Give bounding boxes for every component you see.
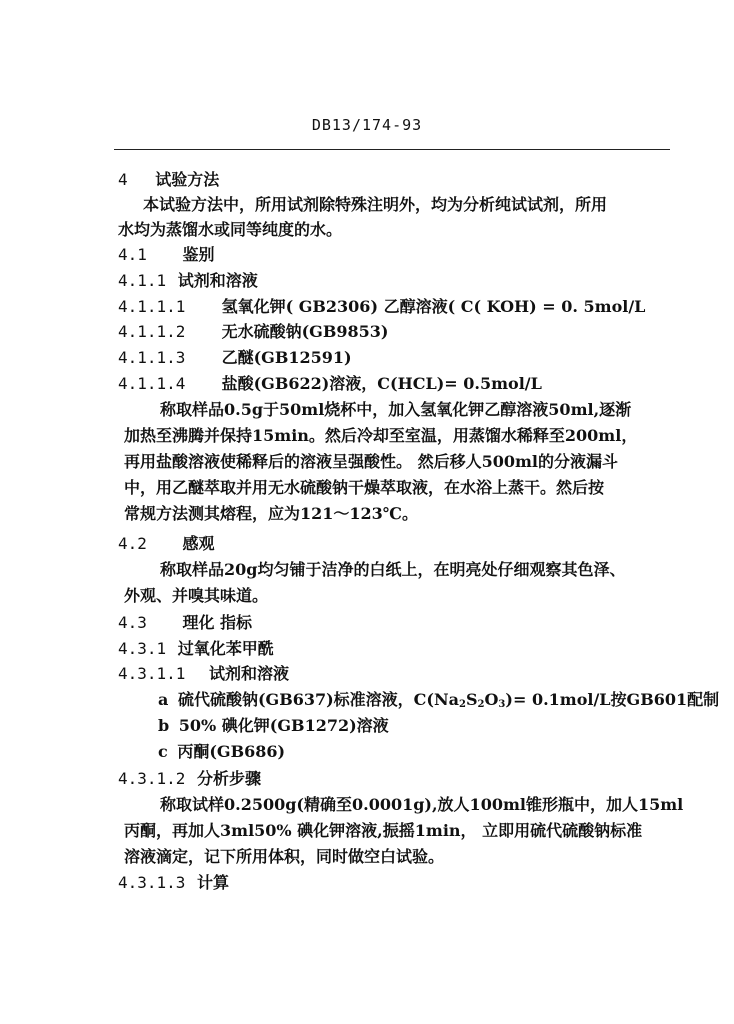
- item-text: 硫代硫酸钠(GB637)标准溶液，$C(Na_2S_2O_3)= 0.1mol/L$按GB601配制: [177, 690, 720, 710]
- section-4-3-heading: [118, 612, 252, 634]
- section-4-1-1-heading: [118, 270, 258, 292]
- paragraph-line: 水均为蒸馏水或同等纯度的水。: [118, 220, 343, 239]
- paragraph-line: 常规方法测其熔程，应为121～123℃。: [124, 504, 418, 523]
- item-label: a: [158, 690, 169, 709]
- item-number: 4.1.1.3: [118, 348, 186, 367]
- section-number: 4.2: [118, 534, 147, 553]
- section-title: 过氧化苯甲酰: [177, 639, 274, 658]
- section-4-2-heading: [118, 533, 215, 555]
- section-4-3-1-heading: [118, 638, 274, 660]
- section-title: 鉴别: [182, 245, 215, 264]
- section-title: 计算: [197, 873, 230, 892]
- header-rule: [114, 149, 670, 150]
- section-title: 试验方法: [155, 170, 220, 189]
- section-title: 分析步骤: [197, 769, 262, 788]
- reagent-item: [118, 347, 352, 369]
- reagent-item-c: [158, 741, 285, 763]
- doc-number: DB13/174-93: [311, 116, 423, 134]
- item-text: 无水硫酸钠(GB9853): [221, 322, 389, 341]
- item-number: 4.1.1.2: [118, 322, 186, 341]
- paragraph-line: 称取样品20g均匀铺于洁净的白纸上，在明亮处仔细观察其色泽、: [160, 560, 626, 579]
- item-number: 4.1.1.1: [118, 297, 186, 316]
- section-title: 试剂和溶液: [209, 664, 290, 683]
- paragraph-line: 外观、并嗅其味道。: [124, 586, 269, 605]
- paragraph-line: 中，用乙醚萃取并用无水硫酸钠干燥萃取液，在水浴上蒸干。然后按: [124, 478, 605, 497]
- section-4-heading: [118, 169, 219, 191]
- item-text: 乙醚(GB12591): [221, 348, 352, 367]
- section-number: 4.1: [118, 245, 147, 264]
- item-text: 丙酮(GB686): [177, 742, 286, 761]
- section-4-3-1-3-heading: [118, 872, 229, 894]
- section-4-1-heading: [118, 244, 215, 266]
- section-number: 4.3.1.2: [118, 769, 186, 788]
- paragraph-line: 丙酮，再加人3ml50% 碘化钾溶液,振摇1min， 立即用硫代硫酸钠标准: [124, 821, 643, 840]
- paragraph-line: 加热至沸腾并保持15min。然后冷却至室温，用蒸馏水稀释至200ml，: [124, 426, 638, 445]
- section-title: 试剂和溶液: [177, 271, 258, 290]
- reagent-item: [118, 296, 645, 318]
- item-number: 4.1.1.4: [118, 374, 186, 393]
- item-label: b: [158, 716, 170, 735]
- section-title: 理化 指标: [182, 613, 253, 632]
- section-title: 感观: [182, 534, 215, 553]
- section-4-3-1-2-heading: [118, 768, 261, 790]
- paragraph-line: 称取样品0.5g于50ml烧杯中，加入氢氧化钾乙醇溶液50ml,逐渐: [160, 400, 632, 419]
- paragraph-line: 再用盐酸溶液使稀释后的溶液呈强酸性。 然后移人500ml的分液漏斗: [124, 452, 618, 471]
- item-text: 50% 碘化钾(GB1272)溶液: [178, 716, 389, 735]
- reagent-item-b: [158, 715, 389, 737]
- paragraph-line: 溶液滴定，记下所用体积，同时做空白试验。: [124, 847, 445, 866]
- section-4-3-1-1-heading: [118, 663, 289, 685]
- item-text: 盐酸(GB622)溶液，C(HCL)= 0.5mol/L: [221, 374, 542, 393]
- paragraph-line: 称取试样0.2500g(精确至0.0001g),放人100ml锥形瓶中，加人15ml: [160, 795, 684, 814]
- section-number: 4: [118, 170, 128, 189]
- section-number: 4.3.1.1: [118, 664, 186, 683]
- section-number: 4.3: [118, 613, 147, 632]
- section-number: 4.1.1: [118, 271, 167, 290]
- section-number: 4.3.1: [118, 639, 167, 658]
- item-text: 氢氧化钾( GB2306) 乙醇溶液( C( KOH) = 0. 5mol/L: [221, 297, 646, 316]
- item-label: c: [158, 742, 168, 761]
- reagent-item: [118, 321, 388, 343]
- section-number: 4.3.1.3: [118, 873, 186, 892]
- paragraph-line: 本试验方法中，所用试剂除特殊注明外，均为分析纯试试剂，所用: [143, 195, 608, 214]
- reagent-item: [118, 373, 542, 395]
- reagent-item-a: [158, 689, 719, 716]
